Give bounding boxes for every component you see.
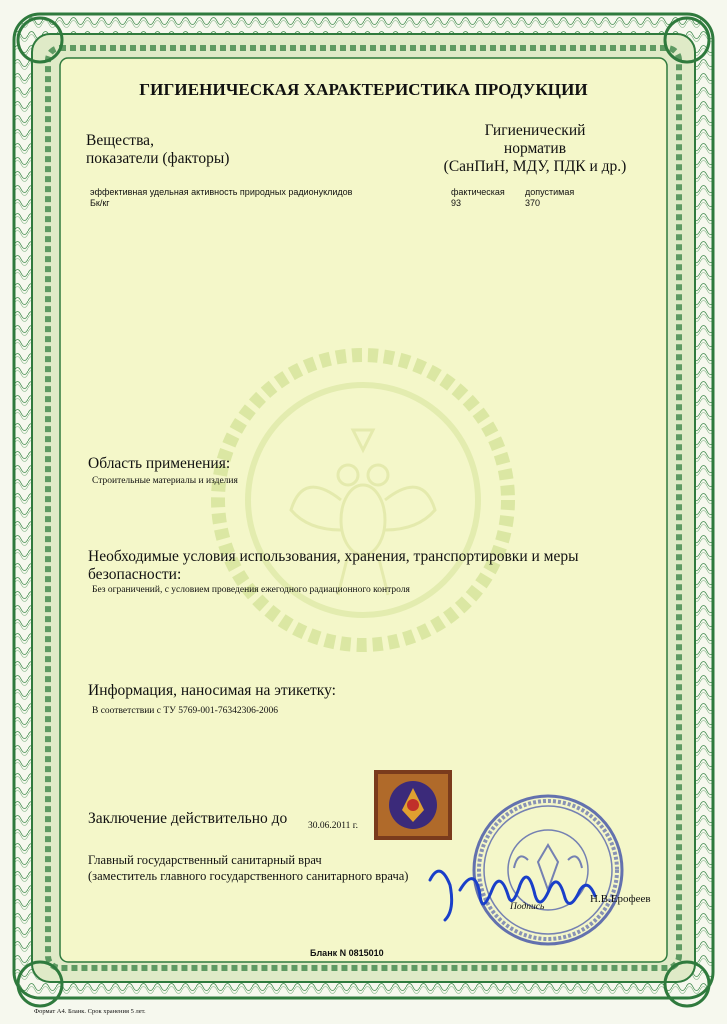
- chief-doctor-title: Главный государственный санитарный врач (заместитель главного государственного санитарного врача): [88, 853, 409, 883]
- label-info-value: В соответствии с ТУ 5769-001-76342306-2006: [92, 706, 279, 716]
- document-title: ГИГИЕНИЧЕСКАЯ ХАРАКТЕРИСТИКА ПРОДУКЦИИ: [139, 80, 588, 99]
- validity-date: 30.06.2011 г.: [308, 821, 358, 831]
- scope-heading: Область применения:: [88, 455, 231, 472]
- conditions-heading: Необходимые условия использования, хранения, транспортировки и меры безопасности:: [88, 548, 579, 583]
- substances-heading: Вещества, показатели (факторы): [86, 132, 230, 167]
- blank-number: Бланк N 0815010: [310, 948, 384, 958]
- conditions-value: Без ограничений, с условием проведения ежегодного радиационного контроля: [92, 585, 410, 595]
- allowed-value: 370: [525, 198, 541, 208]
- actual-label: фактическая: [451, 187, 505, 197]
- doctor-name: Н.В.Ерофеев: [590, 893, 651, 905]
- footer-note: Формат А4. Бланк. Срок хранения 5 лет.: [34, 1008, 146, 1015]
- norm-heading: Гигиенический норматив (СанПиН, МДУ, ПДК и др.): [443, 122, 627, 175]
- actual-value: 93: [451, 198, 462, 208]
- scope-value: Строительные материалы и изделия: [92, 476, 238, 486]
- indicator-unit: Бк/кг: [90, 198, 110, 208]
- validity-heading: Заключение действительно до: [88, 810, 288, 827]
- handwritten-signature-icon: [420, 850, 600, 930]
- label-info-heading: Информация, наносимая на этикетку:: [88, 682, 336, 699]
- signature-caption: Подпись: [510, 902, 545, 912]
- hologram-sticker-icon: [374, 770, 452, 840]
- allowed-label: допустимая: [525, 187, 575, 197]
- indicator-name: эффективная удельная активность природных радионуклидов: [90, 187, 353, 197]
